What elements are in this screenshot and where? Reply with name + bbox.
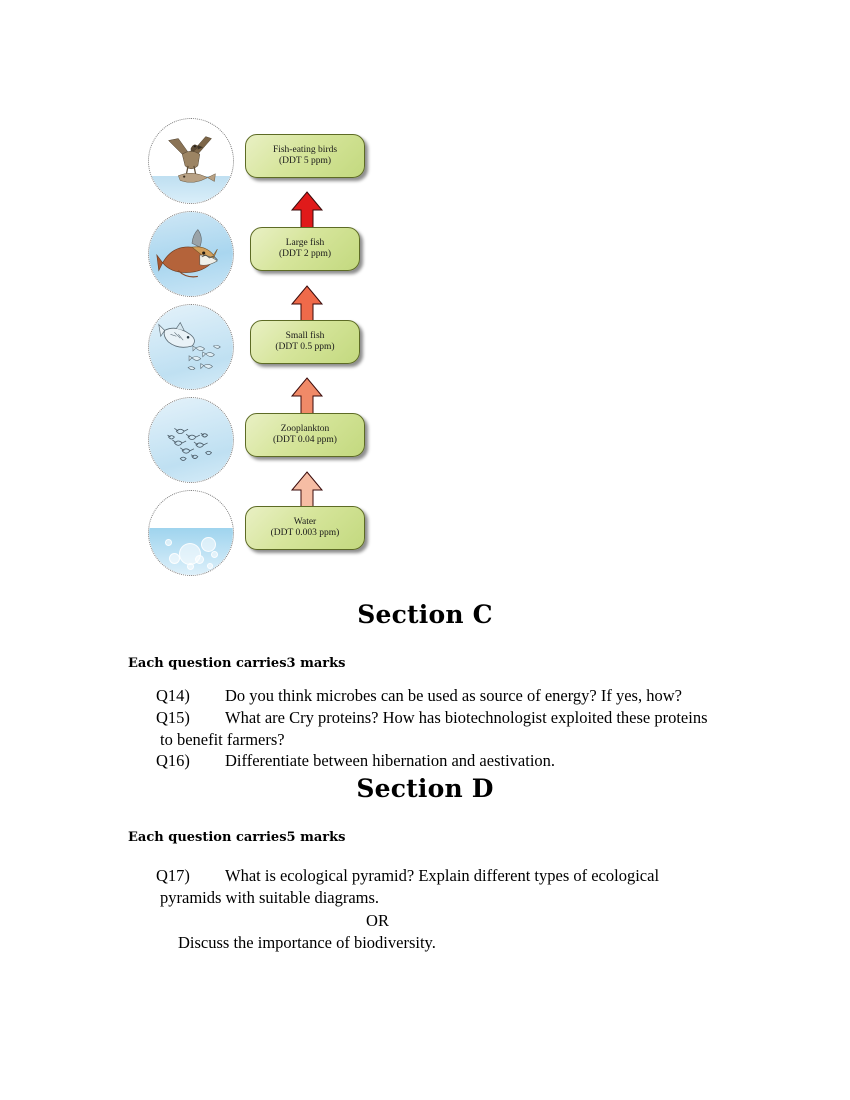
trophic-label-organism: Small fish bbox=[285, 330, 325, 341]
zooplankton-glyph bbox=[149, 398, 233, 482]
trophic-level-row bbox=[145, 118, 385, 210]
water-bubbles-icon bbox=[148, 490, 234, 576]
trophic-level-row bbox=[145, 490, 385, 582]
trophic-label-concentration: (DDT 2 ppm) bbox=[278, 249, 332, 259]
section-c-question-list bbox=[0, 685, 850, 772]
section-c-heading: Section C bbox=[357, 600, 493, 629]
or-label: OR bbox=[366, 910, 389, 930]
question-text: What are Cry proteins? How has biotechnologist exploited these proteins to benefit farmers? bbox=[160, 707, 708, 749]
trophic-box-zooplankton bbox=[245, 413, 365, 457]
trophic-label-concentration: (DDT 0.003 ppm) bbox=[270, 528, 340, 538]
section-d-marks-line: Each question carries5 marks bbox=[128, 830, 346, 846]
question-item bbox=[156, 707, 715, 751]
trophic-label-organism: Fish-eating birds bbox=[272, 144, 338, 155]
trophic-label-concentration: (DDT 0.5 ppm) bbox=[275, 342, 335, 352]
question-item bbox=[156, 750, 715, 772]
zooplankton-icon bbox=[148, 397, 234, 483]
exam-paper-body bbox=[0, 600, 850, 953]
trophic-box-fish-eating-birds bbox=[245, 134, 365, 178]
question-text: Do you think microbes can be used as source of energy? If yes, how? bbox=[225, 686, 682, 705]
trophic-label-concentration: (DDT 0.04 ppm) bbox=[273, 435, 337, 445]
large-fish-glyph bbox=[149, 212, 233, 296]
trophic-box-water bbox=[245, 506, 365, 550]
trophic-label-organism: Water bbox=[293, 516, 317, 527]
question-text: What is ecological pyramid? Explain different types of ecological pyramids with suitable diagrams. bbox=[160, 866, 660, 907]
section-d-question-list bbox=[0, 865, 850, 909]
question-number: Q14) bbox=[156, 686, 190, 705]
trophic-level-row bbox=[145, 304, 385, 396]
large-fish-icon bbox=[148, 211, 234, 297]
trophic-box-small-fish bbox=[250, 320, 360, 364]
osprey-catching-fish-icon bbox=[148, 118, 234, 204]
small-fish-icon bbox=[148, 304, 234, 390]
section-d-heading: Section D bbox=[356, 774, 494, 804]
question-text: Differentiate between hibernation and aestivation. bbox=[225, 751, 556, 771]
biomagnification-diagram bbox=[145, 118, 385, 588]
question-number: Q16) bbox=[156, 751, 190, 771]
small-fish-glyph bbox=[149, 305, 233, 389]
trophic-level-row bbox=[145, 397, 385, 489]
section-c-marks-line: Each question carries3 marks bbox=[128, 656, 346, 671]
trophic-box-large-fish bbox=[250, 227, 360, 271]
alternate-question-text: Discuss the importance of biodiversity. bbox=[178, 932, 436, 952]
trophic-label-concentration: (DDT 5 ppm) bbox=[278, 156, 332, 166]
trophic-label-organism: Zooplankton bbox=[280, 423, 330, 434]
trophic-label-organism: Large fish bbox=[285, 237, 325, 248]
osprey-glyph bbox=[149, 119, 233, 203]
question-number: Q17) bbox=[156, 866, 190, 886]
question-item bbox=[156, 685, 715, 707]
trophic-level-row bbox=[145, 211, 385, 303]
question-number: Q15) bbox=[156, 707, 190, 727]
question-item bbox=[156, 865, 715, 909]
